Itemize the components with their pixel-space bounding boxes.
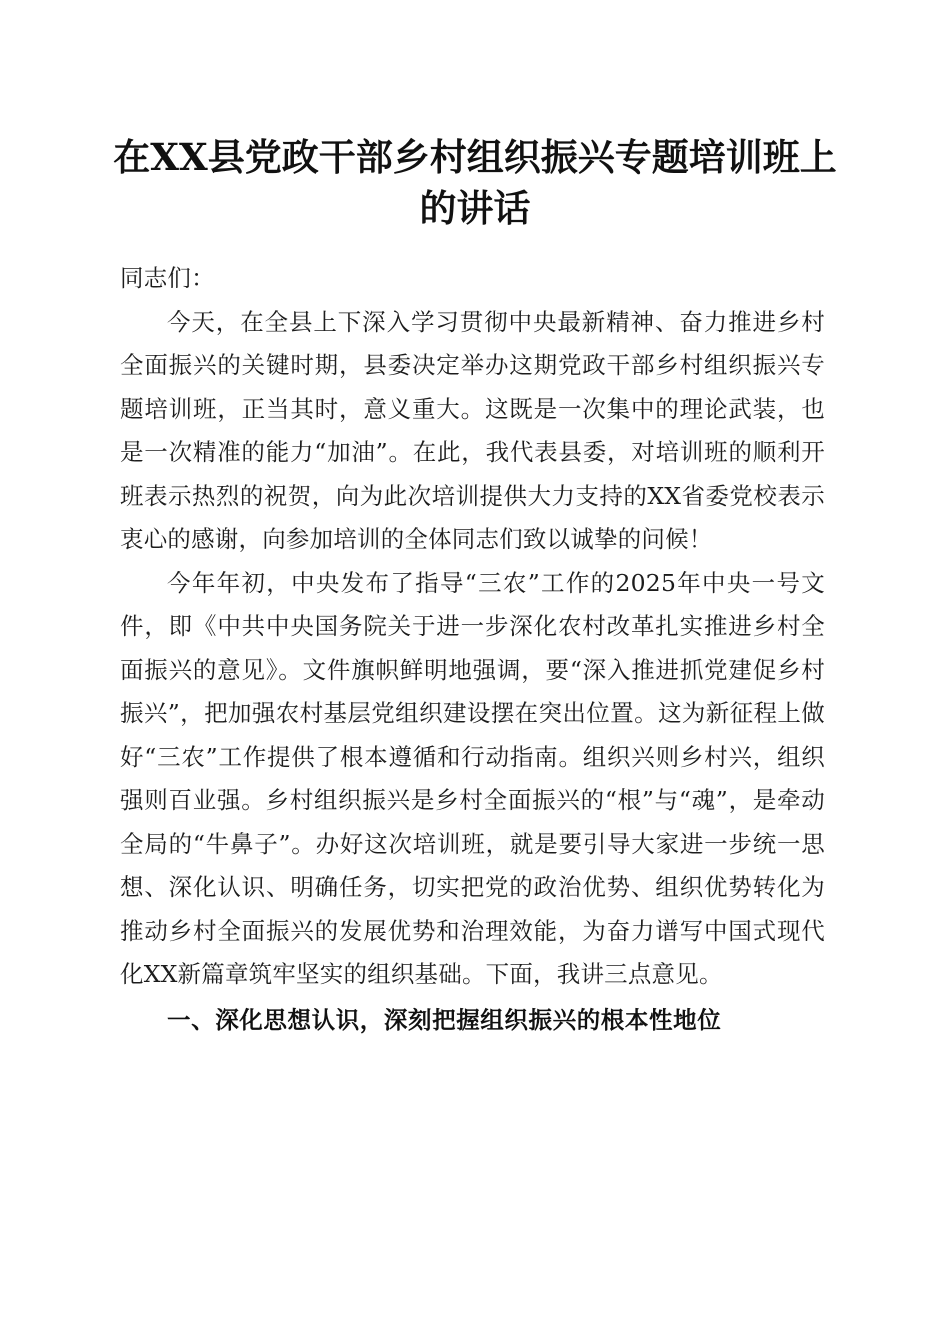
document-title (100, 132, 850, 234)
title-line-1: 在XX县党政干部乡村组织振兴专题培训班上 (113, 135, 837, 179)
document-body (120, 257, 825, 1042)
salutation: 同志们： (120, 264, 215, 292)
paragraph-1: 今天，在全县上下深入学习贯彻中央最新精神、奋力推进乡村全面振兴的关键时期，县委决定举办这期党政干部乡村组织振兴专题培训班，正当其时，意义重大。这既是一次集中的理论武装，也是一次精准的能力“加油”。在此，我代表县委，对培训班的顺利开班表示热烈的祝贺，向为此次培训提供大力支持的XX省委党校表示衷心的感谢，向参加培训的全体同志们致以诚挚的问候！ (120, 307, 825, 553)
section-heading: 一、深化思想认识，深刻把握组织振兴的根本性地位 (167, 1005, 722, 1034)
paragraph-2: 今年年初，中央发布了指导“三农”工作的2025年中央一号文件，即《中共中央国务院关于进一步深化农村改革扎实推进乡村全面振兴的意见》。文件旗帜鲜明地强调，要“深入推进抓党建促乡村振兴”，把加强农村基层党组织建设摆在突出位置。这为新征程上做好“三农”工作提供了根本遵循和行动指南。组织兴则乡村兴，组织强则百业强。乡村组织振兴是乡村全面振兴的“根”与“魂”，是牵动全局的“牛鼻子”。办好这次培训班，就是要引导大家进一步统一思想、深化认识、明确任务，切实把党的政治优势、组织优势转化为推动乡村全面振兴的发展优势和治理效能，为奋力谱写中国式现代化XX新篇章筑牢坚实的组织基础。下面，我讲三点意见。 (120, 568, 825, 988)
title-line-2: 的讲话 (419, 186, 531, 230)
